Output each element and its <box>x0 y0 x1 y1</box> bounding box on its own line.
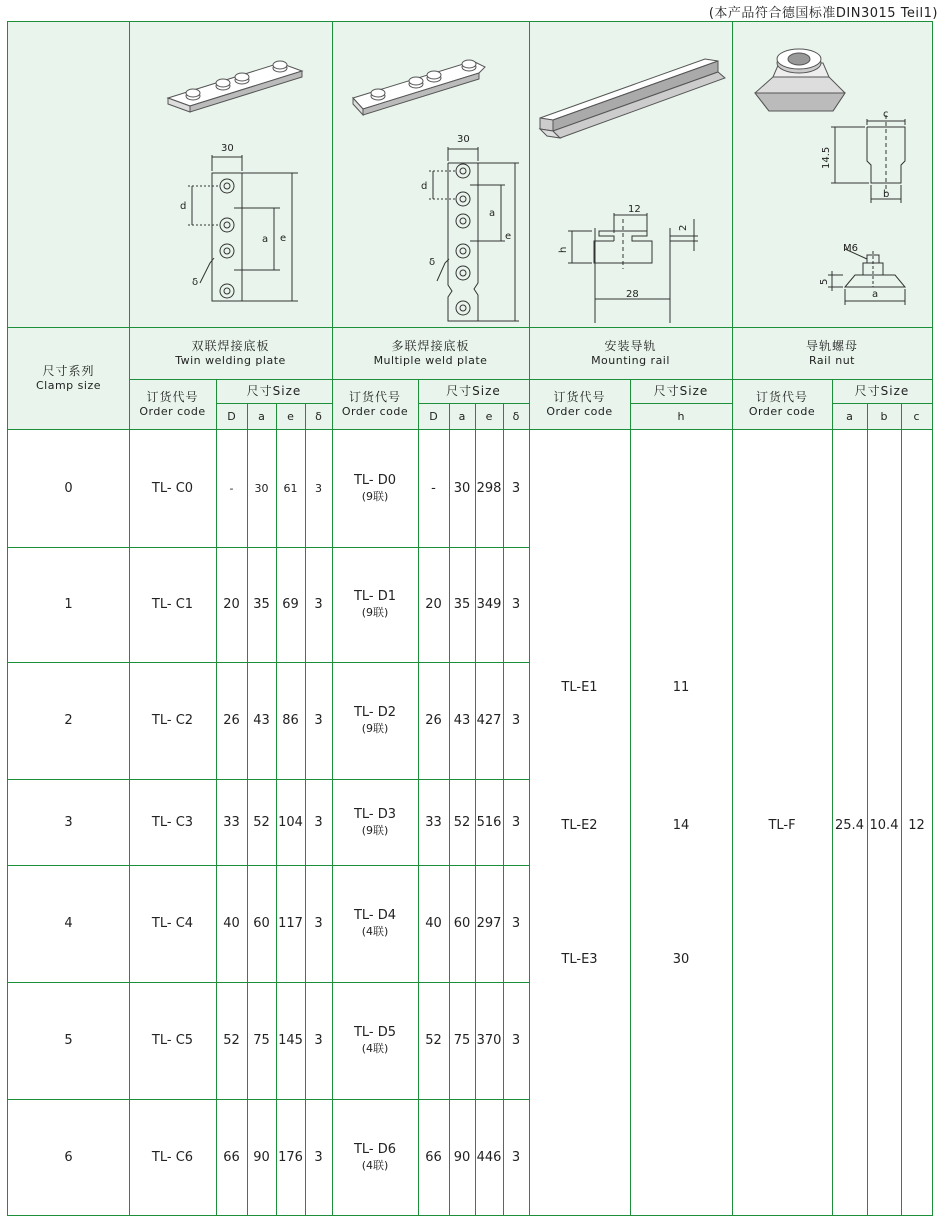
twin-col-e: e <box>287 409 294 423</box>
standard-note: (本产品符合德国标准DIN3015 Teil1) <box>708 6 938 21</box>
multi-a-cell: 43 <box>453 713 471 728</box>
twin-delta-cell: 3 <box>314 916 323 931</box>
twin-code-cell: TL- C6 <box>151 1149 194 1165</box>
multi-code-cell: TL- D1 (9联) <box>353 589 397 619</box>
twin-d-cell: 33 <box>223 814 240 830</box>
twin-d-cell: - <box>229 481 234 495</box>
multi-code-cell: TL- D2 (9联) <box>353 705 397 735</box>
nut-dim-5: 5 <box>819 278 830 285</box>
twin-order-code-header: 订货代号 Order code <box>139 390 206 418</box>
size-cell: 1 <box>64 597 73 612</box>
multi-col-a: a <box>458 409 466 423</box>
multi-title-zh: 多联焊接底板 <box>391 339 470 353</box>
product-table <box>7 21 933 1216</box>
rail-h-cell: 11 <box>672 679 690 695</box>
twin-col-a: a <box>258 409 265 423</box>
nut-dim-a: a <box>872 289 879 300</box>
twin-a-cell: 52 <box>253 814 270 830</box>
multi-e-cell: 446 <box>476 1149 502 1165</box>
nut-drawing <box>733 23 932 327</box>
rail-group-header <box>529 327 732 379</box>
nut-order-code-header: 订货代号 Order code <box>748 390 816 418</box>
multi-dim-d: d <box>421 181 428 192</box>
multi-delta-cell: 3 <box>511 1033 521 1048</box>
size-cell: 0 <box>64 480 73 496</box>
multi-e-cell: 349 <box>476 597 502 612</box>
multi-delta-cell: 3 <box>511 814 521 830</box>
twin-dim-e: e <box>280 233 287 244</box>
multi-code-cell: TL- D5 (4联) <box>353 1025 397 1055</box>
multi-code-cell: TL- D6 (4联) <box>353 1141 397 1172</box>
twin-title-en: Twin welding plate <box>175 354 286 367</box>
twin-a-cell: 60 <box>253 916 270 931</box>
nut-dim-m6: M6 <box>843 243 858 254</box>
rail-code-cell: TL-E3 <box>561 951 598 967</box>
twin-a-cell: 43 <box>253 713 270 728</box>
twin-code-cell: TL- C4 <box>151 916 194 931</box>
twin-code-cell: TL- C2 <box>151 713 194 728</box>
nut-title-en: Rail nut <box>808 354 855 367</box>
rail-title-en: Mounting rail <box>591 354 670 367</box>
multi-d-cell: 52 <box>425 1033 442 1048</box>
rail-dim-h: h <box>558 246 569 253</box>
rail-dim-2: 2 <box>678 224 689 231</box>
size-cell: 4 <box>64 916 73 931</box>
nut-dim-c: c <box>883 109 889 120</box>
multi-d-cell: 40 <box>425 916 442 931</box>
twin-dim-delta: δ <box>192 277 199 288</box>
clamp-size-en: Clamp size <box>35 379 101 392</box>
multi-d-cell: 20 <box>425 597 442 612</box>
multi-e-cell: 370 <box>476 1033 502 1048</box>
multi-code-cell: TL- D0 (9联) <box>353 472 397 503</box>
multi-d-cell: 26 <box>425 713 442 728</box>
multi-col-d: D <box>429 409 438 423</box>
twin-e-cell: 61 <box>283 481 298 495</box>
multi-title-en: Multiple weld plate <box>373 354 488 367</box>
rail-h-cell: 30 <box>672 951 690 967</box>
twin-a-cell: 35 <box>253 597 270 612</box>
twin-e-cell: 145 <box>278 1033 303 1048</box>
rail-drawing <box>530 23 732 327</box>
clamp-size-zh: 尺寸系列 <box>42 364 95 378</box>
multi-delta-cell: 3 <box>511 480 521 496</box>
multi-e-cell: 298 <box>476 480 502 496</box>
multi-a-cell: 75 <box>453 1033 471 1048</box>
twin-e-cell: 69 <box>282 597 299 612</box>
twin-dim-30: 30 <box>221 143 234 154</box>
twin-d-cell: 26 <box>223 713 240 728</box>
rail-size-header: 尺寸Size <box>653 384 709 398</box>
twin-plate-drawing <box>130 23 332 327</box>
multi-delta-cell: 3 <box>511 713 521 728</box>
multi-delta-cell: 3 <box>511 916 521 931</box>
multi-dim-30: 30 <box>457 134 470 145</box>
multi-col-e: e <box>485 409 493 423</box>
twin-col-delta: δ <box>315 409 322 423</box>
nut-col-c: c <box>913 409 920 423</box>
multi-a-cell: 90 <box>453 1149 471 1165</box>
nut-c-cell: 12 <box>908 817 925 833</box>
rail-code-cell: TL-E1 <box>561 679 598 695</box>
nut-code-cell: TL-F <box>768 817 796 833</box>
twin-code-cell: TL- C3 <box>151 814 194 830</box>
rail-col-h: h <box>677 409 685 423</box>
twin-d-cell: 66 <box>223 1149 240 1165</box>
twin-a-cell: 30 <box>254 481 269 495</box>
twin-d-cell: 52 <box>223 1033 240 1048</box>
multi-code-cell: TL- D4 (4联) <box>353 908 397 938</box>
multi-dim-delta: δ <box>429 257 436 268</box>
nut-col-a: a <box>846 409 853 423</box>
multi-d-cell: 66 <box>425 1149 442 1165</box>
multi-order-code-header: 订货代号 Order code <box>341 390 409 418</box>
twin-e-cell: 104 <box>278 814 303 830</box>
rail-h-cell: 14 <box>672 817 690 833</box>
size-cell: 2 <box>64 713 73 728</box>
nut-col-b: b <box>880 409 888 423</box>
twin-delta-cell: 3 <box>315 481 322 495</box>
multi-a-cell: 30 <box>453 480 471 496</box>
size-cell: 6 <box>64 1149 73 1165</box>
twin-d-cell: 40 <box>223 916 240 931</box>
twin-a-cell: 90 <box>253 1149 270 1165</box>
multi-col-delta: δ <box>512 409 520 423</box>
nut-size-header: 尺寸Size <box>854 384 910 398</box>
twin-code-cell: TL- C5 <box>151 1033 194 1048</box>
multi-a-cell: 35 <box>453 597 471 612</box>
nut-title-zh: 导轨螺母 <box>805 339 858 353</box>
nut-b-cell: 10.4 <box>869 817 899 833</box>
multi-a-cell: 60 <box>453 916 471 931</box>
multi-d-cell: 33 <box>425 814 442 830</box>
twin-code-cell: TL- C1 <box>151 597 194 612</box>
multi-delta-cell: 3 <box>511 1149 521 1165</box>
multi-e-cell: 516 <box>476 814 502 830</box>
nut-group-header <box>732 327 932 379</box>
multi-e-cell: 297 <box>476 916 502 931</box>
twin-dim-d: d <box>180 201 187 212</box>
rail-code-cell: TL-E2 <box>561 817 598 833</box>
rail-order-code-header: 订货代号 Order code <box>546 390 613 418</box>
multi-d-cell: - <box>431 480 436 496</box>
clamp-size-header <box>8 327 129 429</box>
twin-group-header <box>129 327 332 379</box>
twin-a-cell: 75 <box>253 1033 270 1048</box>
multi-group-header <box>332 327 529 379</box>
twin-d-cell: 20 <box>223 597 240 612</box>
multi-dim-e: e <box>505 231 512 242</box>
rail-dim-12: 12 <box>628 204 641 215</box>
twin-e-cell: 176 <box>278 1149 303 1165</box>
twin-delta-cell: 3 <box>314 1149 323 1165</box>
multi-dim-a: a <box>489 208 496 219</box>
twin-delta-cell: 3 <box>314 814 323 830</box>
rail-title-zh: 安装导轨 <box>604 339 657 353</box>
size-cell: 3 <box>64 814 73 830</box>
multi-size-header: 尺寸Size <box>446 384 501 398</box>
twin-e-cell: 117 <box>278 916 303 931</box>
twin-col-d: D <box>227 409 236 423</box>
nut-dim-b: b <box>883 189 890 200</box>
multi-plate-drawing <box>333 23 529 327</box>
twin-code-cell: TL- C0 <box>151 480 194 496</box>
multi-a-cell: 52 <box>453 814 471 830</box>
nut-dim-14-5: 14.5 <box>821 146 832 169</box>
twin-size-header: 尺寸Size <box>246 384 302 398</box>
twin-e-cell: 86 <box>282 713 299 728</box>
multi-e-cell: 427 <box>476 713 502 728</box>
size-cell: 5 <box>64 1033 73 1048</box>
nut-a-cell: 25.4 <box>835 817 864 833</box>
twin-dim-a: a <box>262 234 269 245</box>
rail-dim-28: 28 <box>626 289 639 300</box>
twin-title-zh: 双联焊接底板 <box>191 339 270 353</box>
twin-delta-cell: 3 <box>314 713 323 728</box>
twin-delta-cell: 3 <box>314 1033 323 1048</box>
multi-code-cell: TL- D3 (9联) <box>353 806 397 837</box>
twin-delta-cell: 3 <box>314 597 323 612</box>
multi-delta-cell: 3 <box>511 597 521 612</box>
